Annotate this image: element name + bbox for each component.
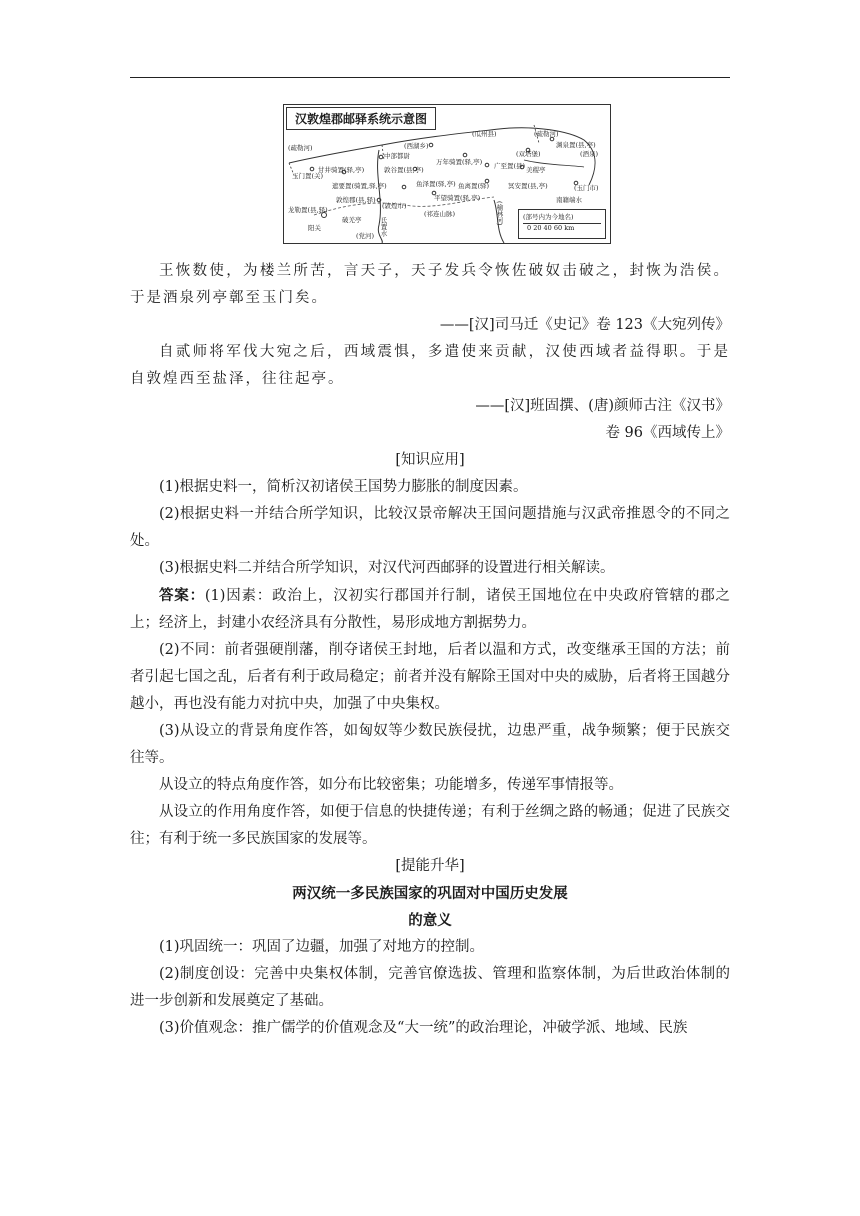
subheading-line-2: 的意义: [408, 912, 452, 929]
site-marker: [429, 143, 433, 147]
answer-3-effects: 从设立的作用角度作答，如便于信息的快捷传递；有利于丝绸之路的畅通；促进了民族交往；有利于统一多民族国家的发展等。: [130, 804, 730, 847]
question-3: (3)根据史料二并结合所学知识，对汉代河西邮驿的设置进行相关解读。: [159, 560, 615, 576]
map-label: (玉门市): [574, 184, 599, 192]
map-label: 甘井骑置(驿,亭): [318, 166, 365, 174]
map-label: 敦谷置(县,亭): [384, 166, 424, 174]
significance-3: (3)价值观念：推广儒学的价值观念及“大一统”的政治理论，冲破学派、地域、民族: [159, 1020, 688, 1036]
site-marker: [463, 153, 467, 157]
source-quote-2: 自贰师将军伐大宛之后，西域震惧，多遣使来贡献，汉使西域者益得职。于是自敦煌西至盐泽，往往起亭。: [130, 344, 730, 387]
map-label: (疏勒河): [534, 130, 559, 138]
map-label: 敦煌郡(县,驿): [336, 196, 376, 204]
map-label: (瓜州县): [472, 130, 497, 138]
map-label: 南籍端水: [556, 196, 582, 204]
map-label: 平望骑置(驿,亭): [434, 194, 481, 202]
answer-2: (2)不同：前者强硬削藩，削夺诸侯王封地，后者以温和方式，改变继承王国的方法；前者引起七国之乱，后者有利于政局稳定；前者并没有解除王国对中央的威胁，后者将王国越分越小，再也没有能力对抗中央，加强了中央集权。: [130, 642, 730, 712]
map-label: (疏勒河): [288, 144, 313, 152]
site-marker: [485, 163, 489, 167]
citation-2: ——[汉]班固撰、(唐)颜师古注《汉书》: [475, 398, 730, 414]
header-rule: [130, 77, 730, 78]
site-marker: [310, 167, 314, 171]
subheading-line-1: 两汉统一多民族国家的巩固对中国历史发展: [292, 885, 568, 902]
map-label: 鱼泽置(驿,亭): [416, 180, 456, 188]
map-label: (西湖乡): [404, 142, 429, 150]
question-2: (2)根据史料一并结合所学知识，比较汉景帝解决王国问题措施与汉武帝推恩令的不同之处。: [130, 506, 730, 549]
legend-text: (部号内为今地名): [523, 213, 574, 221]
map-label: 氐置水: [379, 217, 388, 237]
section-heading-upgrade: [提能升华]: [395, 858, 465, 874]
map-label: 玉门置(关): [292, 172, 324, 180]
map-label: 龙勒置(县,驿): [288, 206, 328, 214]
map-label: 万年骑置(驿,亭): [436, 158, 483, 166]
source-quote-1: 王恢数使，为楼兰所苦，言天子，天子发兵令恢佐破奴击破之，封恢为浩侯。于是酒泉列亭鄣至玉门矣。: [130, 263, 730, 306]
citation-1: ——[汉]司马迁《史记》卷 123《大宛列传》: [439, 317, 730, 333]
site-marker: [379, 155, 383, 159]
map-label: (榆林河): [495, 201, 504, 226]
significance-1: (1)巩固统一：巩固了边疆，加强了对地方的控制。: [159, 939, 485, 955]
map-legend: [518, 209, 606, 239]
document-body: [130, 258, 730, 1042]
significance-2: (2)制度创设：完善中央集权体制，完善官僚选拔、管理和监察体制，为后世政治体制的进一步创新和发展奠定了基础。: [130, 966, 730, 1009]
map-label: 冥安置(县,亭): [508, 182, 548, 190]
answer-1: [130, 582, 730, 637]
map-label: 渊泉置(县,亭): [556, 141, 596, 149]
scale-bar: 0 20 40 60 km: [523, 223, 601, 232]
site-marker: [402, 185, 406, 189]
map-label: 广至置(县): [494, 162, 526, 170]
answer-3: (3)从设立的背景角度作答，如匈奴等少数民族侵扰，边患严重，战争频繁；便于民族交往等。: [130, 723, 730, 766]
map-title: 汉敦煌郡邮驿系统示意图: [286, 107, 436, 130]
map-label: 鱼离置(驿): [458, 182, 490, 190]
map-label: 遮要置(骑置,驿,亭): [332, 182, 387, 190]
map-label: 破羌亭: [342, 216, 362, 224]
map-label: (酒泉): [580, 150, 599, 158]
map-label: 中部都尉: [384, 152, 410, 160]
map-label: 美稷亭: [526, 166, 546, 174]
map-label: (祁连山脉): [424, 210, 456, 218]
map-figure: [283, 104, 611, 244]
map-label: (党河): [356, 232, 375, 240]
citation-2-cont: 卷 96《西域传上》: [605, 425, 730, 441]
answer-3-features: 从设立的特点角度作答，如分布比较密集；功能增多，传递军事情报等。: [159, 777, 623, 793]
map-label: (敦煌市): [382, 202, 407, 210]
answer-label: 答案：: [159, 587, 205, 604]
map-label: (双塔堡): [516, 150, 541, 158]
map-label: 阳关: [308, 224, 321, 232]
answer-1-text: (1)因素：政治上，汉初实行郡国并行制，诸侯王国地位在中央政府管辖的郡之上；经济上，封建小农经济具有分散性，易形成地方割据势力。: [130, 588, 730, 631]
section-heading-knowledge: [知识应用]: [395, 452, 465, 468]
question-1: (1)根据史料一，简析汉初诸侯王国势力膨胀的制度因素。: [159, 479, 528, 495]
